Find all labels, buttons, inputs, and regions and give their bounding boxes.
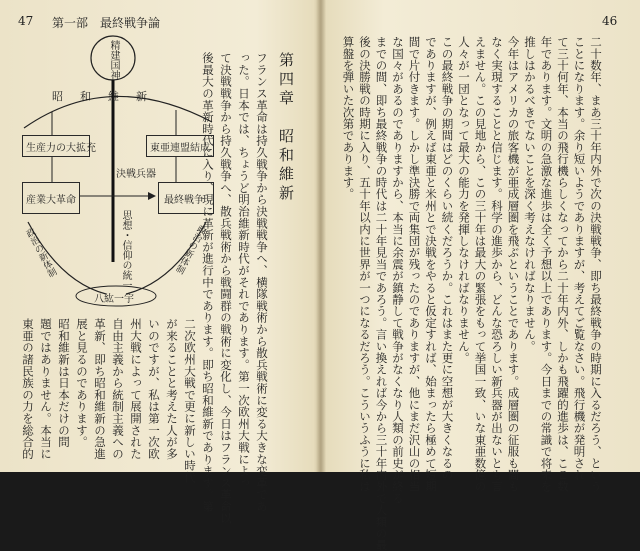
arc-label: 昭 和 維 新 bbox=[52, 90, 150, 103]
left-text-column: 州大戦によって展開された bbox=[129, 318, 143, 460]
left-text-column: 二次欧州大戦で更に新しい時代 bbox=[183, 318, 197, 484]
right-text-column: 推しはかるべきでないことを深く考えなければなりません。 bbox=[523, 36, 537, 352]
left-text-column: フランス革命は持久戦争から決戦戦争へ、横隊戦術から散兵戦術に変る大きな変革であ bbox=[255, 52, 269, 513]
right-text-column: この最終戦争の期間はどのくらい続くだろうか。これはまた更に空想が大きくなるの bbox=[440, 36, 455, 481]
box-left-upper: 生産力の大拡充 bbox=[22, 135, 90, 157]
right-text-column: な国々があるのでありますから、本当に余震が鎮静して戦争がなくなり人類の前史が終る bbox=[391, 36, 405, 504]
box-right-lower: 最終戦争 bbox=[158, 182, 214, 214]
left-text-column: 東亜の諸民族の力を総合的 bbox=[21, 318, 35, 460]
right-text-column: て三十何年、本当の飛行機らしくなってから二十年内外、しかも飛躍的進歩は、ここ数 bbox=[556, 36, 570, 493]
right-page-number: 46 bbox=[602, 14, 618, 28]
left-text-column: いのですが、私は第一次欧 bbox=[147, 318, 161, 460]
left-text-column: 昭和維新は日本だけの問 bbox=[57, 318, 71, 448]
right-text-column: 年であります。文明の急激な進歩は全く予想以上であります。今日までの常識で将来を bbox=[539, 36, 554, 493]
book-gutter bbox=[316, 0, 326, 472]
right-text-column: までの間、即ち最終戦争の時代は二十年見当であろう。言い換えれば今から三十年内外で人類の最 bbox=[374, 36, 389, 551]
right-text-column: 二十数年、まあ三十年内外で次の決戦戦争、即ち最終戦争の時期に入るだろう、という bbox=[589, 36, 603, 493]
left-text-column: った。日本では、ちょうど明治維新時代がそれであります。第一次欧州大戦によっ bbox=[237, 52, 251, 489]
right-text-column: なく実現することと信じます。科学の進歩から、どんな恐ろしい新兵器が出ないとも言 bbox=[490, 36, 504, 493]
top-node-label: 精建国神 bbox=[108, 40, 119, 80]
right-text-column: 今年はアメリカの旅客機が亜成層圏を飛ぶということであります。成層圏の征服も間も bbox=[506, 36, 521, 493]
box-left-lower: 産業大革命 bbox=[22, 182, 80, 214]
bottom-node-label: 八紘一宇 bbox=[94, 294, 134, 305]
right-text-column: ことになります。余り短いようでありますが、考えてご覧なさい。飛行機が発明され bbox=[572, 36, 587, 481]
left-text-column: 展と見るのであります。 bbox=[75, 318, 89, 448]
chapter-title: 第四章 昭和維新 bbox=[277, 52, 295, 204]
right-text-column: えません。この見地から、この三十年は最大の緊張をもって挙国一致、いな東亜数億の bbox=[473, 36, 488, 493]
right-text-column: 後の決勝戦の時期に入り、五十年以内に世界が一つになるだろう。こういうふうに私は bbox=[358, 36, 372, 493]
box-right-upper: 東亜連盟結成 bbox=[146, 135, 214, 157]
left-text-column: 後最大の革新時代に入り、現に革新が進行中であります。即ち昭和維新であります。第 bbox=[201, 52, 215, 513]
left-text-column: 自由主義から統制主義への bbox=[111, 318, 125, 460]
left-text-column: 革新、即ち昭和維新の急進 bbox=[93, 318, 107, 460]
right-text-column: 人々が一団となって最大の能力を発揮しなければなりません。 bbox=[457, 36, 471, 364]
right-diagonal-label: 政治の新体制 bbox=[172, 222, 208, 275]
left-running-head: 第一部 最終戦争論 bbox=[52, 16, 161, 30]
center-vertical-label: 思想・信仰の統一 bbox=[120, 210, 131, 290]
left-page-number: 47 bbox=[18, 14, 34, 28]
left-text-column: が来ることと考えた人が多 bbox=[165, 318, 179, 460]
right-text-column: 算盤を弾いた次第であります。 bbox=[341, 36, 356, 200]
left-text-column: て決戦戦争から持久戦争へ、散兵戦術から戦闘群の戦術に変化し、今日はフランス革命以 bbox=[219, 52, 233, 524]
weapon-label: 決戦兵器 bbox=[116, 169, 156, 180]
right-text-column: 間で片付きます。しかし準決勝で両集団が残ったのでありますが、他にまだ沢山の相当 bbox=[407, 36, 422, 493]
left-diagonal-label: 政治の新体制 bbox=[22, 227, 58, 280]
left-text-column: 題ではありません。本当に bbox=[39, 318, 53, 460]
right-text-column: でありますが、例えば東亜と米州とで決戦をやると仮定すれば、始まったら極めて短期 bbox=[424, 36, 438, 493]
